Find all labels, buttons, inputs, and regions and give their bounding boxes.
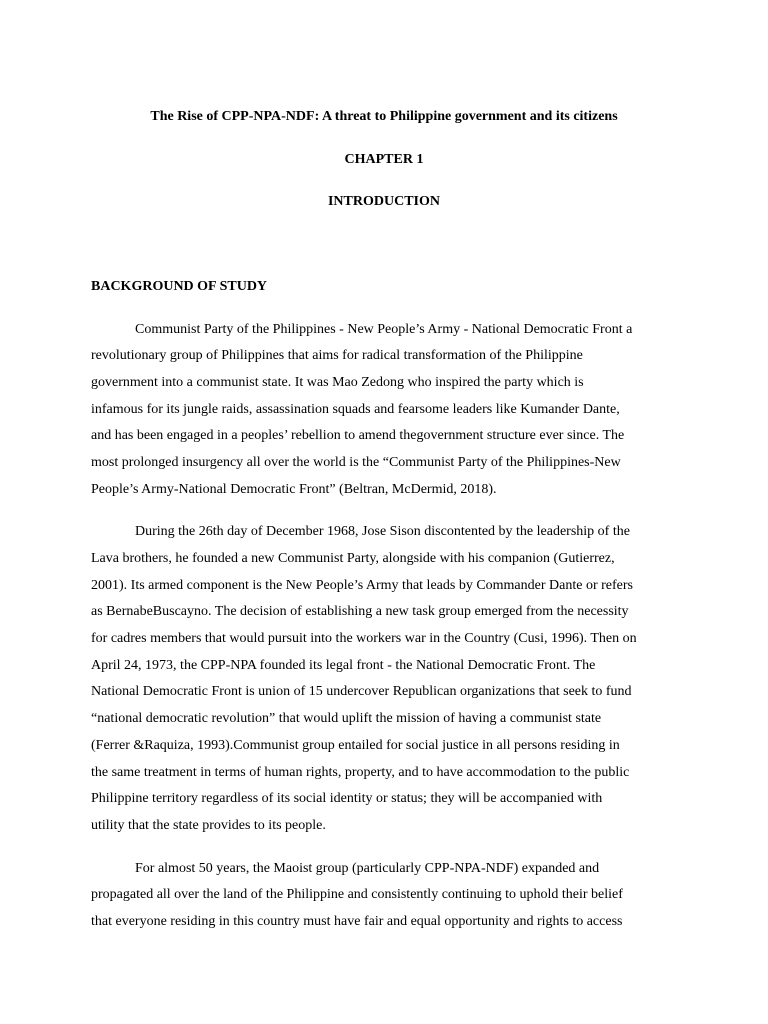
paragraph-line: that everyone residing in this country must have fair and equal opportunity and rights to access — [91, 914, 623, 929]
paragraph-line: and has been engaged in a peoples’ rebellion to amend thegovernment structure ever since. The — [91, 428, 625, 443]
paragraph-line: propagated all over the land of the Philippine and consistently continuing to uphold their belief — [91, 887, 623, 902]
chapter-number: CHAPTER 1 — [344, 152, 424, 167]
paragraph-line: the same treatment in terms of human rights, property, and to have accommodation to the public — [91, 765, 630, 780]
paragraph-line: infamous for its jungle raids, assassination squads and fearsome leaders like Kumander Dante, — [91, 402, 620, 417]
paragraph-line: (Ferrer &Raquiza, 1993).Communist group entailed for social justice in all persons residing in — [91, 738, 620, 753]
paragraph-line: most prolonged insurgency all over the world is the “Communist Party of the Philippines-New — [91, 455, 621, 470]
paragraph-line: Philippine territory regardless of its social identity or status; they will be accompanied with — [91, 791, 603, 806]
paragraph-line: “national democratic revolution” that would uplift the mission of having a communist state — [91, 711, 602, 726]
paragraph-line: government into a communist state. It was Mao Zedong who inspired the party which is — [91, 375, 584, 390]
chapter-title: INTRODUCTION — [327, 194, 440, 209]
paragraph-line: Lava brothers, he founded a new Communist Party, alongside with his companion (Gutierrez, — [91, 551, 615, 566]
paragraph-line: People’s Army-National Democratic Front” (Beltran, McDermid, 2018). — [91, 482, 497, 497]
paragraph-line: for cadres members that would pursuit into the workers war in the Country (Cusi, 1996). Then on — [91, 631, 637, 646]
paragraph-line: utility that the state provides to its people. — [91, 818, 326, 833]
paragraph-line: as BernabeBuscayno. The decision of establishing a new task group emerged from the necessity — [91, 604, 629, 619]
paragraph-line: During the 26th day of December 1968, Jose Sison discontented by the leadership of the — [135, 524, 630, 539]
document-title: The Rise of CPP-NPA-NDF: A threat to Philippine government and its citizens — [150, 109, 618, 124]
paragraph-line: April 24, 1973, the CPP-NPA founded its legal front - the National Democratic Front. The — [91, 658, 596, 673]
paragraph-line: 2001). Its armed component is the New People’s Army that leads by Commander Dante or refers — [91, 578, 633, 593]
paragraph-line: For almost 50 years, the Maoist group (particularly CPP-NPA-NDF) expanded and — [135, 861, 600, 876]
paragraph-line: National Democratic Front is union of 15 undercover Republican organizations that seek to fund — [91, 684, 632, 699]
paragraph-line: revolutionary group of Philippines that aims for radical transformation of the Philippine — [91, 348, 583, 363]
paragraph-line: Communist Party of the Philippines - New People’s Army - National Democratic Front a — [135, 322, 633, 337]
section-heading: BACKGROUND OF STUDY — [91, 279, 268, 294]
